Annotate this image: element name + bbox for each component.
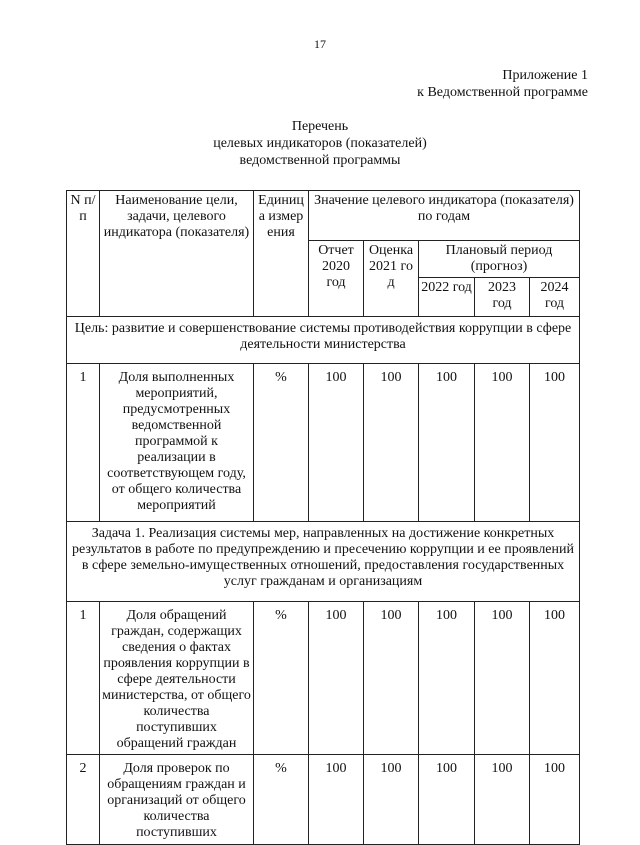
cell-2021: 100 [364, 755, 419, 845]
cell-2024: 100 [530, 364, 580, 522]
table-row [67, 755, 580, 845]
cell-name: Доля проверок по обращениям граждан и организаций от общего количества поступивших [100, 755, 254, 845]
cell-2020: 100 [309, 602, 364, 755]
header-values: Значение целевого индикатора (показателя) по годам [309, 191, 580, 241]
cell-2022: 100 [419, 602, 475, 755]
header-plan: Плановый период (прогноз) [419, 241, 580, 278]
appendix-line: к Ведомственной программе [417, 85, 588, 100]
cell-unit: % [254, 602, 309, 755]
table-row [67, 364, 580, 522]
cell-name: Доля выполненных мероприятий, предусмотренных ведомственной программой к реализации в соответствующем году, от общего количества мероприятий [100, 364, 254, 522]
header-num: N п/п [67, 191, 100, 317]
cell-2023: 100 [475, 755, 530, 845]
cell-2023: 100 [475, 364, 530, 522]
title-line: целевых индикаторов (показателей) [213, 136, 427, 151]
cell-2022: 100 [419, 755, 475, 845]
table-row [67, 602, 580, 755]
header-2024: 2024 год [530, 278, 580, 317]
cell-2022: 100 [419, 364, 475, 522]
document-title [60, 118, 580, 169]
cell-unit: % [254, 755, 309, 845]
cell-2021: 100 [364, 602, 419, 755]
page-number: 17 [314, 37, 326, 51]
cell-unit: % [254, 364, 309, 522]
indicators-table [66, 190, 580, 845]
header-2022: 2022 год [419, 278, 475, 317]
cell-2020: 100 [309, 364, 364, 522]
cell-num: 1 [67, 364, 100, 522]
cell-num: 1 [67, 602, 100, 755]
cell-2021: 100 [364, 364, 419, 522]
task-row: Задача 1. Реализация системы мер, направленных на достижение конкретных результатов в работе по предупреждению и пресечению коррупции и ее проявлений в сфере земельно-имущественных отношений, предоставления государственных услуг гражданам и организациям [67, 522, 580, 602]
header-report-2020: Отчет 2020 год [309, 241, 364, 317]
title-line: ведомственной программы [239, 153, 401, 168]
cell-2024: 100 [530, 602, 580, 755]
cell-2020: 100 [309, 755, 364, 845]
header-name: Наименование цели, задачи, целевого индикатора (показателя) [100, 191, 254, 317]
title-line: Перечень [291, 119, 349, 134]
goal-row: Цель: развитие и совершенствование системы противодействия коррупции в сфере деятельности министерства [67, 317, 580, 364]
appendix-heading [417, 67, 588, 101]
cell-name: Доля обращений граждан, содержащих сведения о фактах проявления коррупции в сфере деятельности министерства, от общего количества поступивших обращений граждан [100, 602, 254, 755]
cell-2023: 100 [475, 602, 530, 755]
header-2023: 2023 год [475, 278, 530, 317]
cell-num: 2 [67, 755, 100, 845]
cell-2024: 100 [530, 755, 580, 845]
header-estimate-2021: Оценка 2021 год [364, 241, 419, 317]
appendix-line: Приложение 1 [502, 68, 588, 83]
header-unit: Единица измерения [254, 191, 309, 317]
